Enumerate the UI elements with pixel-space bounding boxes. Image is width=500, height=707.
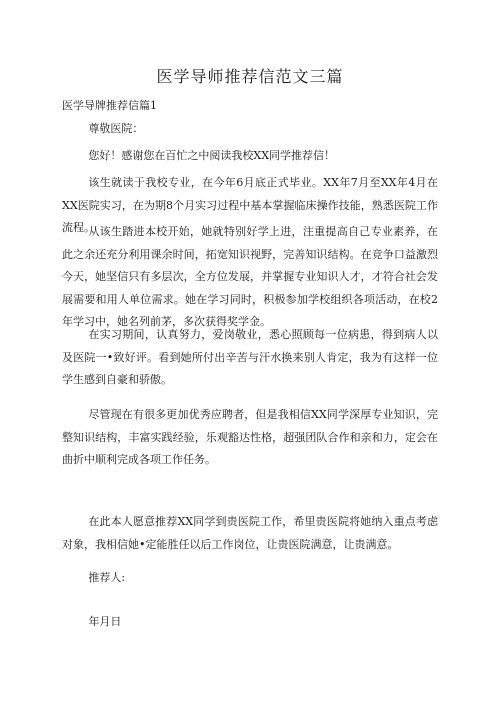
document-title: 医学导师推荐信范文三篇 bbox=[156, 67, 344, 86]
body-paragraph-5: 在此本人愿意推荐XX同学到贵医院工作，希里贵医院将她纳入重点考虑对象，我相信她•定能胜任以后工作岗位，让贵医院满意，让贵满意。 bbox=[62, 515, 438, 551]
body-paragraph-2: 从该生踏进本校开始，她就特别好学上进，注重提高自己专业素养，在此之余还充分利用课余时间，拓宽知识视野，完善知识结构。在竞争口益激烈今天，她坚信只有多层次，全方位发展，并掌握专业知识人才，才符合社会发展需要和用人单位需求。她在学习同时，积极参加学校组织各项活动，在校2年学习中，她名列前茅，多次获得奖学金。 bbox=[62, 225, 438, 328]
greeting-paragraph: 您好！感谢您在百忙之中阅读我校XX同学推荐信！ bbox=[88, 149, 336, 162]
body-paragraph-3: 在实习期间，认真努力，爱岗敬业，悉心照顾每一位病患，得到病人以及医院一•致好评。看到她所付出辛苦与汗水换来别人肯定，我为有这样一位学生感到自豪和骄傲。 bbox=[62, 328, 438, 386]
date-label: 年月日 bbox=[88, 615, 122, 628]
body-paragraph-1: 该生就读于我校专业，在今年6月底正式毕业。XX年7月至XX年4月在XX医院实习，在为期8个月实习过程中基本掌握临床操作技能，熟悉医院工作流程。 bbox=[62, 176, 438, 234]
document-subtitle: 医学导牌推荐信篇1 bbox=[62, 99, 157, 112]
body-paragraph-4: 尽管现在有很多更加优秀应聘者，但是我相信XX同学深厚专业知识，完整知识结构，丰富实践经验，乐观豁达性格，超强团队合作和亲和力，定会在曲折中顺利完成各项工作任务。 bbox=[62, 408, 438, 466]
recommender-label: 推荐人: bbox=[88, 571, 126, 584]
salutation: 尊敬医院： bbox=[88, 122, 144, 135]
